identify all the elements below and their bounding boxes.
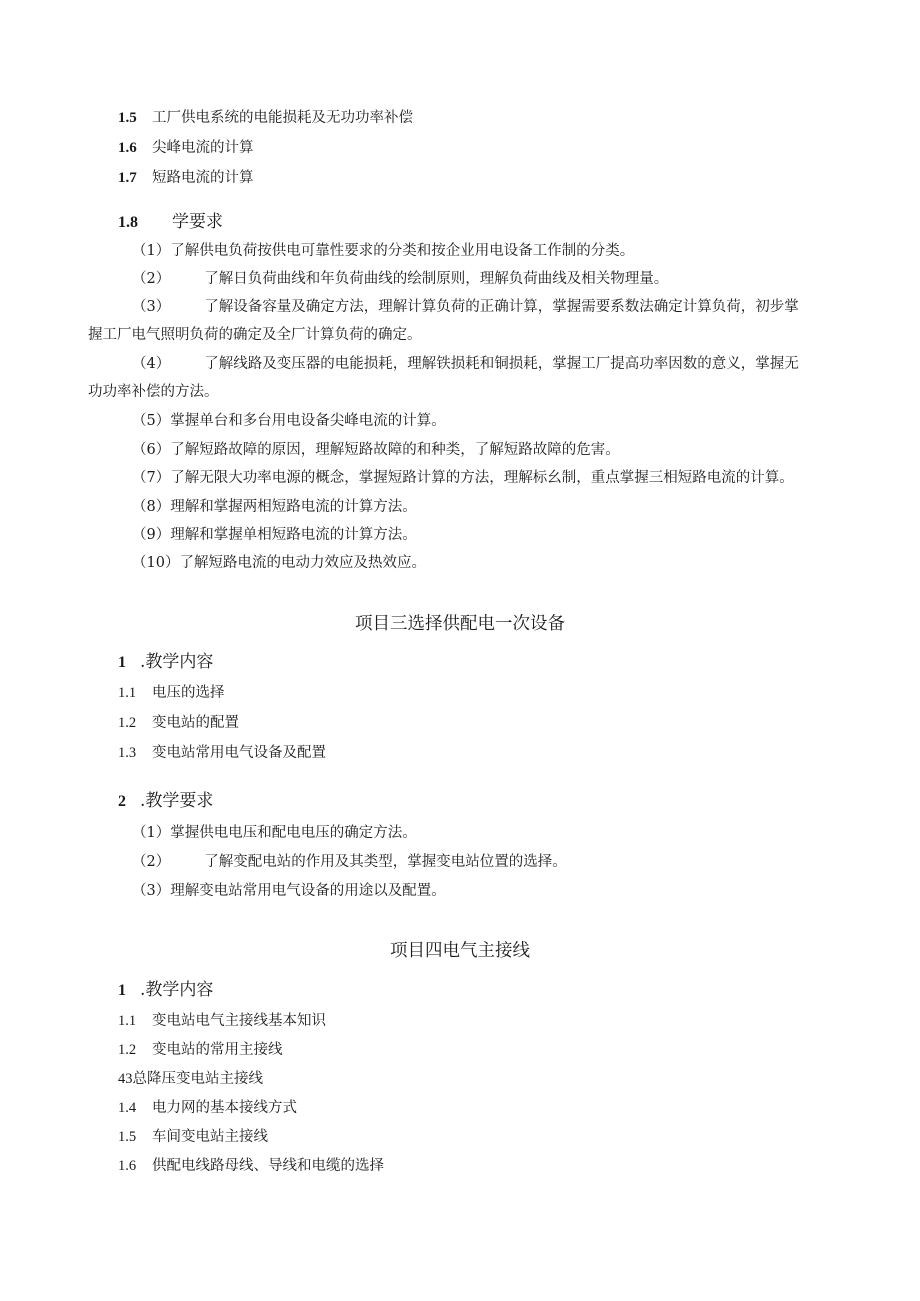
req-label: （4） xyxy=(132,356,171,372)
requirement-item xyxy=(132,241,634,261)
req-text: 理解和掌握两相短路电流的计算方法。 xyxy=(170,499,417,515)
requirement-item xyxy=(132,852,567,872)
item-text: 变电站电气主接线基本知识 xyxy=(152,1013,326,1029)
item-text: 变电站的常用主接线 xyxy=(152,1042,283,1058)
toc-item xyxy=(118,1069,263,1089)
req-label: （2） xyxy=(132,271,171,287)
item-number: 1.2 xyxy=(118,1042,137,1058)
item-number: 1.5 xyxy=(118,110,137,126)
toc-item xyxy=(118,683,225,703)
req-label: （10） xyxy=(132,555,180,571)
heading-text: .教学内容 xyxy=(140,980,214,1000)
requirement-item xyxy=(132,823,417,843)
toc-item xyxy=(118,1040,283,1060)
section-heading xyxy=(118,651,213,674)
item-number: 43 xyxy=(118,1071,133,1087)
item-text: 短路电流的计算 xyxy=(152,170,254,186)
heading-number: 1 xyxy=(118,982,126,999)
item-number: 1.3 xyxy=(118,745,137,761)
item-number: 1.1 xyxy=(118,1013,137,1029)
item-number: 1.5 xyxy=(118,1129,137,1145)
item-text: 总降压变电站主接线 xyxy=(132,1071,263,1087)
req-label: （8） xyxy=(132,499,171,515)
req-text: 掌握供电电压和配电电压的确定方法。 xyxy=(170,825,417,841)
item-text: 电压的选择 xyxy=(152,685,225,701)
requirement-item xyxy=(132,525,417,545)
section-heading xyxy=(118,979,213,1002)
item-number: 1.6 xyxy=(118,1158,137,1174)
req-label: （1） xyxy=(132,825,171,841)
requirement-item xyxy=(132,440,620,460)
heading-number: 2 xyxy=(118,793,126,810)
heading-text: .教学要求 xyxy=(140,791,214,811)
toc-item xyxy=(118,743,326,763)
item-number: 1.1 xyxy=(118,685,137,701)
req-text: 了解供电负荷按供电可靠性要求的分类和按企业用电设备工作制的分类。 xyxy=(170,243,635,259)
item-text: 车间变电站主接线 xyxy=(152,1129,268,1145)
req-text: 了解短路电流的电动力效应及热效应。 xyxy=(179,555,426,571)
requirement-continuation: 功功率补偿的方法。 xyxy=(88,384,219,400)
project-title: 项目三选择供配电一次设备 xyxy=(355,614,565,634)
toc-item xyxy=(118,1011,326,1031)
section-heading xyxy=(118,211,223,234)
heading-number: 1 xyxy=(118,654,126,671)
item-number: 1.6 xyxy=(118,140,137,156)
req-label: （6） xyxy=(132,442,171,458)
req-text: 了解日负荷曲线和年负荷曲线的绘制原则，理解负荷曲线及相关物理量。 xyxy=(204,271,669,287)
req-label: （3） xyxy=(132,299,171,315)
requirement-item xyxy=(132,297,799,317)
requirement-item xyxy=(132,354,799,374)
item-number: 1.7 xyxy=(118,170,137,186)
toc-item xyxy=(118,138,254,158)
item-number: 1.4 xyxy=(118,1100,137,1116)
req-text: 了解设备容量及确定方法，理解计算负荷的正确计算，掌握需要系数法确定计算负荷，初步掌 xyxy=(204,299,799,315)
item-text: 尖峰电流的计算 xyxy=(152,140,254,156)
item-text: 工厂供电系统的电能损耗及无功功率补偿 xyxy=(152,110,413,126)
req-label: （2） xyxy=(132,854,171,870)
requirement-continuation: 握工厂电气照明负荷的确定及全厂计算负荷的确定。 xyxy=(88,327,422,343)
toc-item xyxy=(118,1156,384,1176)
req-text: 了解短路故障的原因，理解短路故障的和种类，了解短路故障的危害。 xyxy=(170,442,620,458)
req-label: （9） xyxy=(132,527,171,543)
req-text: 理解和掌握单相短路电流的计算方法。 xyxy=(170,527,417,543)
req-label: （5） xyxy=(132,413,171,429)
requirement-item xyxy=(132,497,417,517)
section-heading xyxy=(118,790,213,813)
requirement-item xyxy=(132,881,446,901)
item-text: 变电站的配置 xyxy=(152,715,239,731)
heading-text: .教学内容 xyxy=(140,652,214,672)
req-text: 了解线路及变压器的电能损耗，理解铁损耗和铜损耗，掌握工厂提高功率因数的意义，掌握无 xyxy=(204,356,799,372)
toc-item xyxy=(118,168,254,188)
item-text: 变电站常用电气设备及配置 xyxy=(152,745,326,761)
toc-item xyxy=(118,713,239,733)
req-text: 了解无限大功率电源的概念，掌握短路计算的方法，理解标幺制，重点掌握三相短路电流的计算。 xyxy=(170,470,794,486)
req-text: 掌握单台和多台用电设备尖峰电流的计算。 xyxy=(170,413,446,429)
toc-item xyxy=(118,1098,297,1118)
item-text: 供配电线路母线、导线和电缆的选择 xyxy=(152,1158,384,1174)
requirement-item xyxy=(132,411,446,431)
req-label: （3） xyxy=(132,883,171,899)
item-text: 电力网的基本接线方式 xyxy=(152,1100,297,1116)
req-label: （1） xyxy=(132,243,171,259)
requirement-item xyxy=(132,468,794,488)
project-title: 项目四电气主接线 xyxy=(390,941,530,961)
toc-item xyxy=(118,108,413,128)
heading-text: 学要求 xyxy=(172,212,223,232)
requirement-item xyxy=(132,553,426,573)
req-text: 了解变配电站的作用及其类型，掌握变电站位置的选择。 xyxy=(204,854,567,870)
heading-number: 1.8 xyxy=(118,214,138,231)
req-label: （7） xyxy=(132,470,171,486)
requirement-item xyxy=(132,269,668,289)
item-number: 1.2 xyxy=(118,715,137,731)
req-text: 理解变电站常用电气设备的用途以及配置。 xyxy=(170,883,446,899)
toc-item xyxy=(118,1127,268,1147)
